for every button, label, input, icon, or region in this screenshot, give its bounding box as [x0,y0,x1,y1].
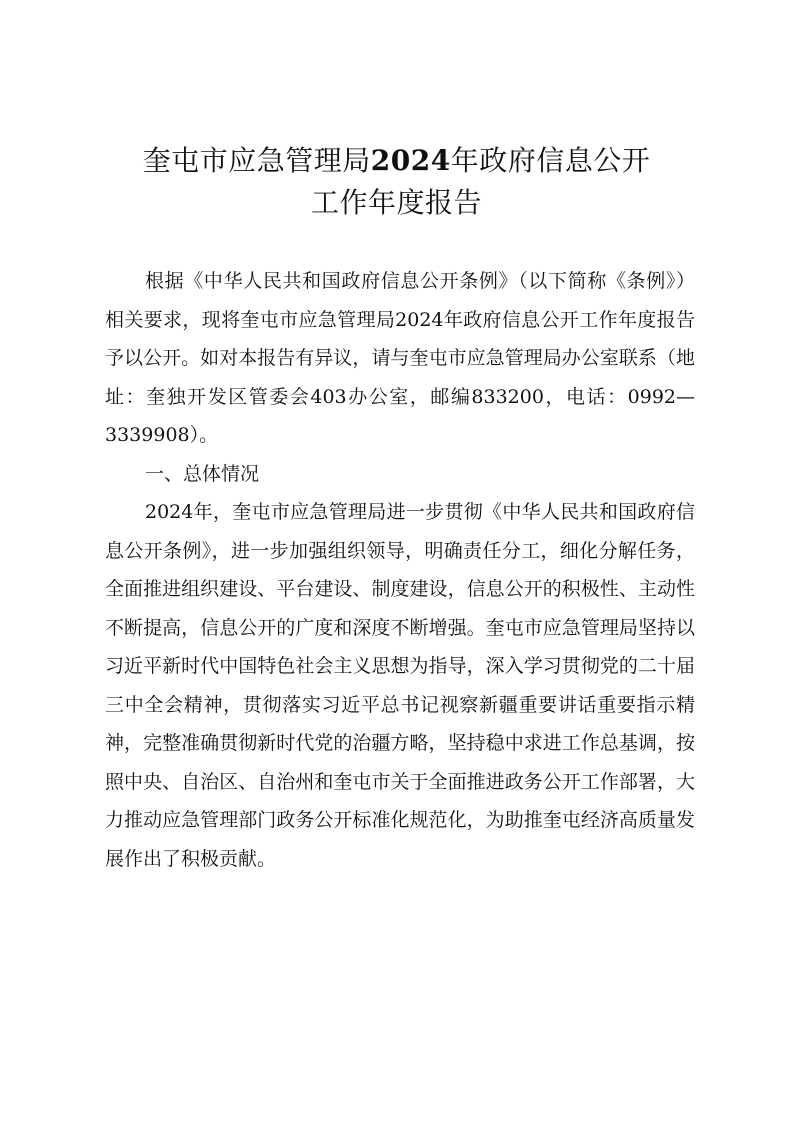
intro-paragraph: 根据《中华人民共和国政府信息公开条例》（以下简称《条例》）相关要求，现将奎屯市应急管理局2024年政府信息公开工作年度报告予以公开。如对本报告有异议，请与奎屯市应急管理局办公室联系（地址：奎独开发区管委会403办公室，邮编833200，电话：0992—3339908）。 [105,270,695,446]
title-part2: 年政府信息公开 [450,144,651,177]
title-part1: 奎屯市应急管理局 [142,144,371,177]
document-title-line1 [60,141,733,181]
overview-paragraph: 2024年，奎屯市应急管理局进一步贯彻《中华人民共和国政府信息公开条例》，进一步加强组织领导，明确责任分工，细化分解任务，全面推进组织建设、平台建设、制度建设，信息公开的积极性、主动性不断提高，信息公开的广度和深度不断增强。奎屯市应急管理局坚持以习近平新时代中国特色社会主义思想为指导，深入学习贯彻党的二十届三中全会精神，贯彻落实习近平总书记视察新疆重要讲话重要指示精神，完整准确贯彻新时代党的治疆方略，坚持稳中求进工作总基调，按照中央、自治区、自治州和奎屯市关于全面推进政务公开工作部署，大力推动应急管理部门政务公开标准化规范化，为助推奎屯经济高质量发展作出了积极贡献。 [105,501,695,870]
document-title-line2: 工作年度报告 [310,186,482,219]
section-heading-overview: 一、总体情况 [145,462,260,485]
document-body [105,262,695,878]
title-year: 2024 [370,144,451,177]
